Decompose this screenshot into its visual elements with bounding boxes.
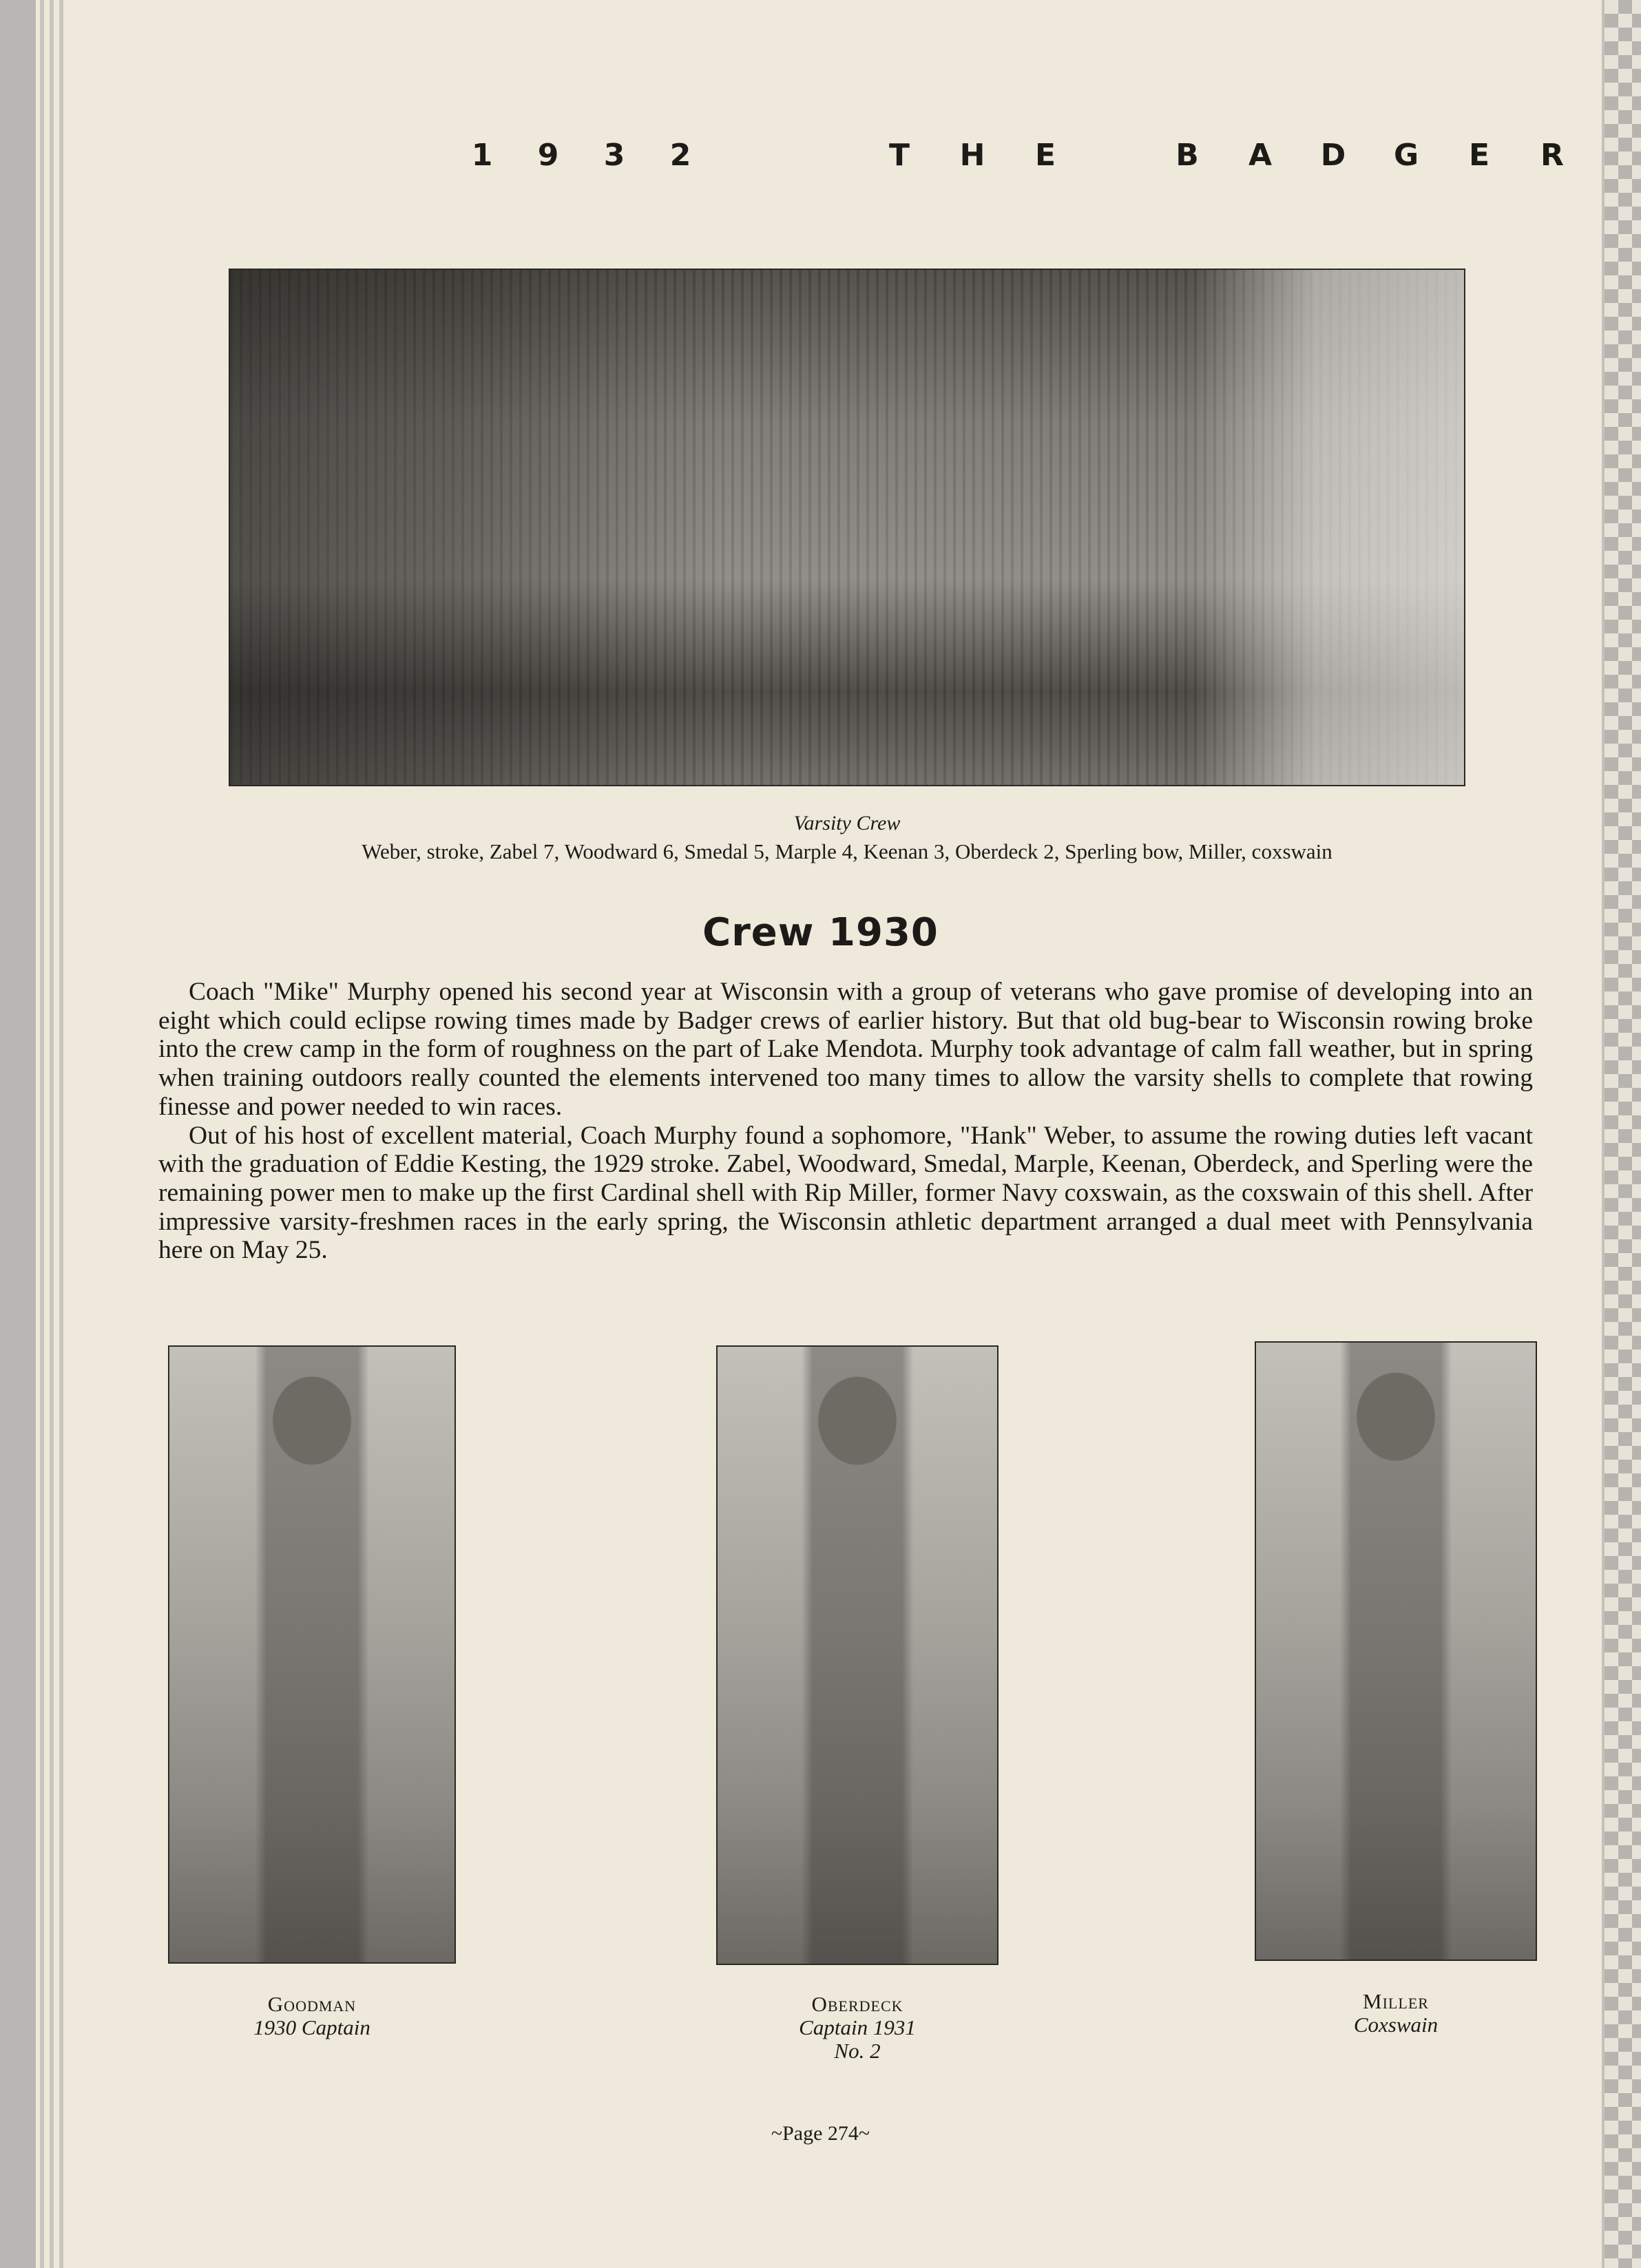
portrait-extra: No. 2 — [834, 2039, 881, 2063]
page-header — [0, 138, 1641, 179]
oberdeck-portrait-photo — [716, 1345, 999, 1965]
miller-caption — [1255, 1990, 1537, 2037]
portrait-name: Goodman — [267, 1992, 357, 2016]
left-binding-border — [0, 0, 36, 2268]
header-title-char: E — [1034, 138, 1058, 173]
miller-portrait-photo — [1255, 1341, 1537, 1961]
goodman-portrait-photo — [168, 1345, 456, 1964]
header-title-char: A — [1248, 138, 1274, 173]
varsity-crew-photo — [229, 269, 1465, 786]
header-title-char: T — [888, 138, 911, 173]
varsity-crew-caption — [229, 810, 1465, 866]
caption-names: Weber, stroke, Zabel 7, Woodward 6, Smedal 5, Marple 4, Keenan 3, Oberdeck 2, Sperling bow, Miller, coxswain — [362, 839, 1332, 863]
caption-title: Varsity Crew — [793, 812, 901, 834]
header-title — [884, 138, 1610, 173]
article-body — [158, 978, 1533, 1265]
header-title-char: R — [1540, 138, 1565, 173]
left-border-rule — [59, 0, 63, 2268]
header-year-char: 2 — [669, 138, 693, 173]
header-year-char: 9 — [537, 138, 561, 173]
right-decorative-border — [1602, 0, 1641, 2268]
header-title-char: H — [959, 138, 987, 173]
portrait-name: Miller — [1363, 1989, 1429, 2013]
portrait-role: Captain 1931 — [799, 2015, 916, 2039]
page-number: ~Page 274~ — [771, 2122, 870, 2145]
header-title-char: D — [1320, 138, 1348, 173]
header-title-char: E — [1468, 138, 1492, 173]
article-paragraph: Out of his host of excellent material, Coach Murphy found a sophomore, "Hank" Weber, to assume the rowing duties left vacant with the graduation of Eddie Kesting, the 1929 stroke. Zabel, Woodward, Smedal, Marple, Keenan, Oberdeck, and Sperling were the remaining power men to make up the first Cardinal shell with Rip Miller, former Navy coxswain, as the coxswain of this shell. After impressive varsity-freshmen races in the early spring, the Wisconsin athletic department arranged a dual meet with Pennsylvania here on May 25. — [158, 1121, 1533, 1265]
goodman-caption — [168, 1993, 456, 2039]
header-title-char: B — [1175, 138, 1200, 173]
oberdeck-caption — [716, 1993, 999, 2063]
header-title-char: G — [1393, 138, 1421, 173]
article-title: Crew 1930 — [702, 910, 939, 955]
header-year — [466, 138, 730, 173]
header-year-char: 3 — [603, 138, 627, 173]
left-border-rule — [40, 0, 44, 2268]
article-paragraph: Coach "Mike" Murphy opened his second year at Wisconsin with a group of veterans who gave promise of developing into an eight which could eclipse rowing times made by Badger crews of earlier history. But that old bug-bear to Wisconsin rowing broke into the crew camp in the form of roughness on the part of Lake Mendota. Murphy took advantage of calm fall weather, but in spring when training outdoors really counted the elements intervened too many times to allow the varsity shells to complete that rowing finesse and power needed to win races. — [158, 978, 1533, 1121]
portrait-role: 1930 Captain — [253, 2015, 370, 2039]
left-border-rule — [50, 0, 54, 2268]
portrait-name: Oberdeck — [811, 1992, 903, 2016]
portrait-role: Coxswain — [1353, 2013, 1439, 2037]
header-year-char: 1 — [471, 138, 494, 173]
